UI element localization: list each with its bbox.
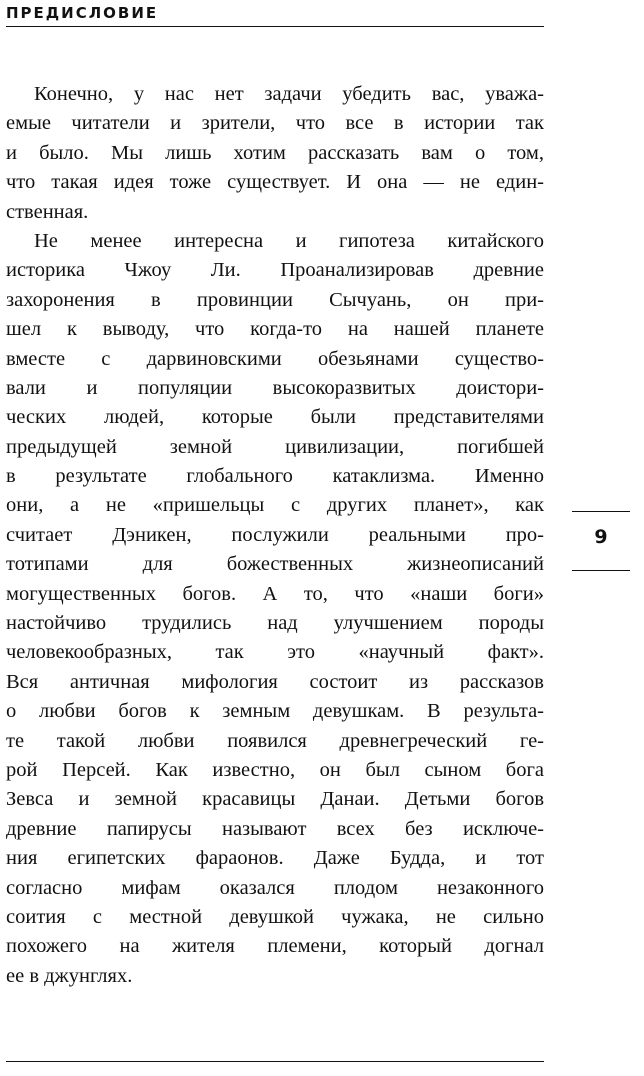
text-line: ее в джунглях. [6,964,133,987]
text-line: ческих людей, которые были представителями [6,406,544,429]
text-line: вместе с дарвиновскими обезьянами существо- [6,347,544,370]
footer-rule [6,1061,544,1062]
paragraph-2 [6,227,544,991]
text-line: считает Дэникен, послужили реальными про- [6,523,544,546]
text-line: о любви богов к земным девушкам. В результа- [6,700,544,723]
text-line: вали и популяции высокоразвитых доистори- [6,376,544,399]
text-line: Зевса и земной красавицы Данаи. Детьми богов [6,788,544,811]
text-line: согласно мифам оказался плодом незаконного [6,876,544,899]
text-line: соития с местной девушкой чужака, не сильно [6,905,544,928]
text-line: и было. Мы лишь хотим рассказать вам о том, [6,141,544,164]
paragraph-1 [6,80,544,227]
text-line: Не менее интересна и гипотеза китайского [34,229,544,252]
text-line: они, а не «пришельцы с других планет», как [6,494,544,517]
text-line: Конечно, у нас нет задачи убедить вас, уважа- [34,83,544,105]
text-line: ния египетских фараонов. Даже Будда, и тот [6,847,544,870]
text-line: что такая идея тоже существует. И она — не един- [6,171,544,194]
text-line: тотипами для божественных жизнеописаний [6,553,544,576]
page-number: 9 [594,526,608,548]
text-line: шел к выводу, что когда-то на нашей планете [6,318,544,341]
text-line: емые читатели и зрители, что все в истории так [6,112,544,135]
text-line: те такой любви появился древнегреческий ге- [6,729,544,752]
text-line: человекообразных, так это «научный факт». [6,641,544,664]
body-text [6,80,544,991]
text-line: похожего на жителя племени, который догнал [6,935,544,958]
text-line: рой Персей. Как известно, он был сыном бога [6,758,544,781]
text-line: Вся античная мифология состоит из рассказов [6,670,544,693]
folio-rule-bottom [572,570,630,571]
text-line: древние папирусы называют всех без исключе- [6,817,544,840]
folio-rule-top [572,511,630,512]
text-line: предыдущей земной цивилизации, погибшей [6,435,544,458]
text-line: захоронения в провинции Сычуань, он при- [6,288,544,311]
text-line: историка Чжоу Ли. Проанализировав древние [6,259,544,282]
text-line: ственная. [6,200,89,223]
text-line: могущественных богов. А то, что «наши боги» [6,582,544,605]
running-head: ПРЕДИСЛОВИЕ [6,4,159,22]
text-line: в результате глобального катаклизма. Именно [6,465,544,488]
header-rule [6,26,544,27]
text-line: настойчиво трудились над улучшением породы [6,612,544,635]
